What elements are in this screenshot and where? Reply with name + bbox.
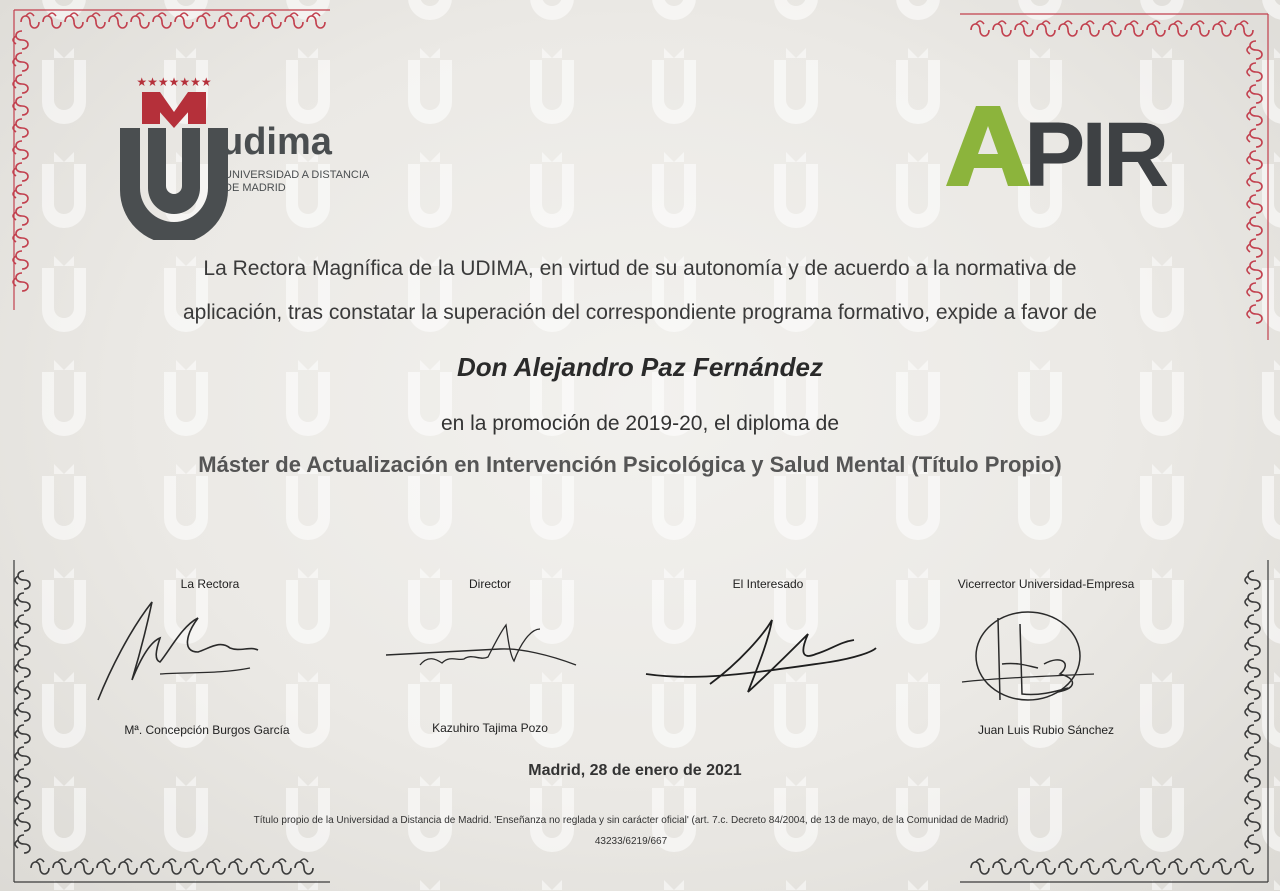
apir-text: PIR (1024, 104, 1166, 196)
ornament-motif (13, 163, 28, 181)
ornament-motif (13, 141, 28, 159)
logo-udima-line2: DE MADRID (224, 182, 286, 194)
ornament-motif (1245, 615, 1260, 633)
apir-logo (940, 96, 1170, 196)
ornament-motif (13, 185, 28, 203)
ornament-motif (285, 13, 303, 28)
ornament-motif (15, 571, 30, 589)
signature-vicerrector (958, 604, 1098, 714)
ornament-motif (53, 859, 71, 874)
registration-code: 43233/6219/667 (594, 836, 668, 847)
ornament-motif (15, 681, 30, 699)
ornament-motif (1059, 859, 1077, 874)
ornament-motif (15, 791, 30, 809)
ornament-motif (119, 859, 137, 874)
ornament-motif (993, 859, 1011, 874)
ornament-motif (1245, 725, 1260, 743)
ornament-motif (15, 615, 30, 633)
ornament-motif (65, 13, 83, 28)
ornament-motif (13, 31, 28, 49)
logo-udima-text: udima (220, 121, 332, 163)
ornament-motif (263, 13, 281, 28)
ornament-motif (1191, 21, 1209, 36)
ornament-motif (1169, 859, 1187, 874)
ornament-motif (15, 703, 30, 721)
ornament-motif (109, 13, 127, 28)
ornament-motif (993, 21, 1011, 36)
ornament-motif (87, 13, 105, 28)
ornament-motif (207, 859, 225, 874)
ornament-motif (13, 119, 28, 137)
ornament-motif (1247, 41, 1262, 59)
ornament-motif (13, 53, 28, 71)
ornament-motif (1247, 151, 1262, 169)
logo-udima-line1: UNIVERSIDAD A DISTANCIA (224, 169, 370, 181)
ornament-motif (219, 13, 237, 28)
ornament-motif (1103, 859, 1121, 874)
signature-role-rectora: La Rectora (180, 577, 240, 591)
ornament-motif (1147, 859, 1165, 874)
ornament-motif (185, 859, 203, 874)
issue-date: Madrid, 28 de enero de 2021 (528, 762, 742, 779)
signature-rectora (90, 590, 270, 710)
ornament-motif (15, 725, 30, 743)
ornament-motif (1081, 21, 1099, 36)
ornament-motif (1247, 129, 1262, 147)
ornament-motif (1147, 21, 1165, 36)
ornament-motif (163, 859, 181, 874)
signature-name-vicerrector: Juan Luis Rubio Sánchez (977, 723, 1115, 737)
ornament-motif (13, 97, 28, 115)
ornament-motif (1191, 859, 1209, 874)
ornament-motif (1247, 261, 1262, 279)
logo-stars: ★★★★★★★ (136, 75, 212, 89)
ornament-motif (1245, 593, 1260, 611)
ornament-motif (15, 593, 30, 611)
ornament-motif (295, 859, 313, 874)
ornament-motif (1247, 63, 1262, 81)
ornament-motif (1247, 239, 1262, 257)
ornament-motif (175, 13, 193, 28)
ornament-motif (1081, 859, 1099, 874)
ornament-motif (1125, 859, 1143, 874)
ornament-motif (21, 13, 39, 28)
legal-footer: Título propio de la Universidad a Distancia de Madrid. 'Enseñanza no reglada y sin carácter oficial' (art. 7.c. Decreto 84/2004, de 13 de mayo, de la Comunidad de Madrid) (253, 815, 1009, 826)
ornament-motif (153, 13, 171, 28)
ornament-motif (141, 859, 159, 874)
ornament-motif (1245, 571, 1260, 589)
ornament-motif (43, 13, 61, 28)
ornament-motif (1169, 21, 1187, 36)
ornament-motif (1213, 859, 1231, 874)
ornament-motif (971, 21, 989, 36)
ornament-motif (1125, 21, 1143, 36)
recipient-name: Don Alejandro Paz Fernández (457, 352, 823, 382)
signature-role-interesado: El Interesado (732, 577, 804, 591)
ornament-motif (1247, 283, 1262, 301)
ornament-motif (13, 273, 28, 291)
ornament-motif (241, 13, 259, 28)
ornament-motif (307, 13, 325, 28)
ornament-motif (273, 859, 291, 874)
signature-interesado (640, 612, 880, 702)
ornament-motif (97, 859, 115, 874)
degree-title: Máster de Actualización en Intervención Psicológica y Salud Mental (Título Propio) (198, 452, 1062, 477)
ornament-motif (1059, 21, 1077, 36)
ornament-motif (251, 859, 269, 874)
ornament-motif (13, 229, 28, 247)
ornament-motif (1213, 21, 1231, 36)
ornament-motif (15, 659, 30, 677)
ornament-motif (1247, 217, 1262, 235)
udima-logo (118, 70, 388, 240)
ornament-motif (1235, 21, 1253, 36)
ornament-motif (1235, 859, 1253, 874)
ornament-motif (131, 13, 149, 28)
ornament-motif (13, 207, 28, 225)
ornament-motif (1247, 195, 1262, 213)
ornament-motif (197, 13, 215, 28)
intro-line-1: La Rectora Magnífica de la UDIMA, en virtud de su autonomía y de acuerdo a la normativa de (203, 257, 1077, 280)
ornament-motif (1245, 791, 1260, 809)
ornament-motif (31, 859, 49, 874)
intro-line-2: aplicación, tras constatar la superación del correspondiente programa formativo, expide a favor de (182, 301, 1097, 324)
signature-name-rectora: Mª. Concepción Burgos García (124, 723, 290, 737)
ornament-motif (13, 251, 28, 269)
ornament-motif (229, 859, 247, 874)
ornament-motif (1245, 659, 1260, 677)
ornament-motif (1245, 681, 1260, 699)
ornament-motif (75, 859, 93, 874)
ornament-motif (1245, 637, 1260, 655)
signature-name-director: Kazuhiro Tajima Pozo (432, 721, 548, 735)
ornament-motif (15, 637, 30, 655)
ornament-motif (1015, 21, 1033, 36)
signature-director (380, 615, 580, 675)
ornament-motif (1247, 85, 1262, 103)
ornament-motif (13, 75, 28, 93)
ornament-motif (1037, 21, 1055, 36)
signature-role-vicerrector: Vicerrector Universidad-Empresa (957, 577, 1135, 591)
promotion-text: en la promoción de 2019-20, el diploma de (440, 412, 840, 435)
ornament-motif (971, 859, 989, 874)
ornament-motif (1247, 305, 1262, 323)
ornament-motif (1247, 107, 1262, 125)
ornament-motif (1245, 703, 1260, 721)
ornament-motif (1103, 21, 1121, 36)
signature-role-director: Director (468, 577, 511, 591)
ornament-motif (1247, 173, 1262, 191)
ornament-motif (1015, 859, 1033, 874)
ornament-motif (1037, 859, 1055, 874)
